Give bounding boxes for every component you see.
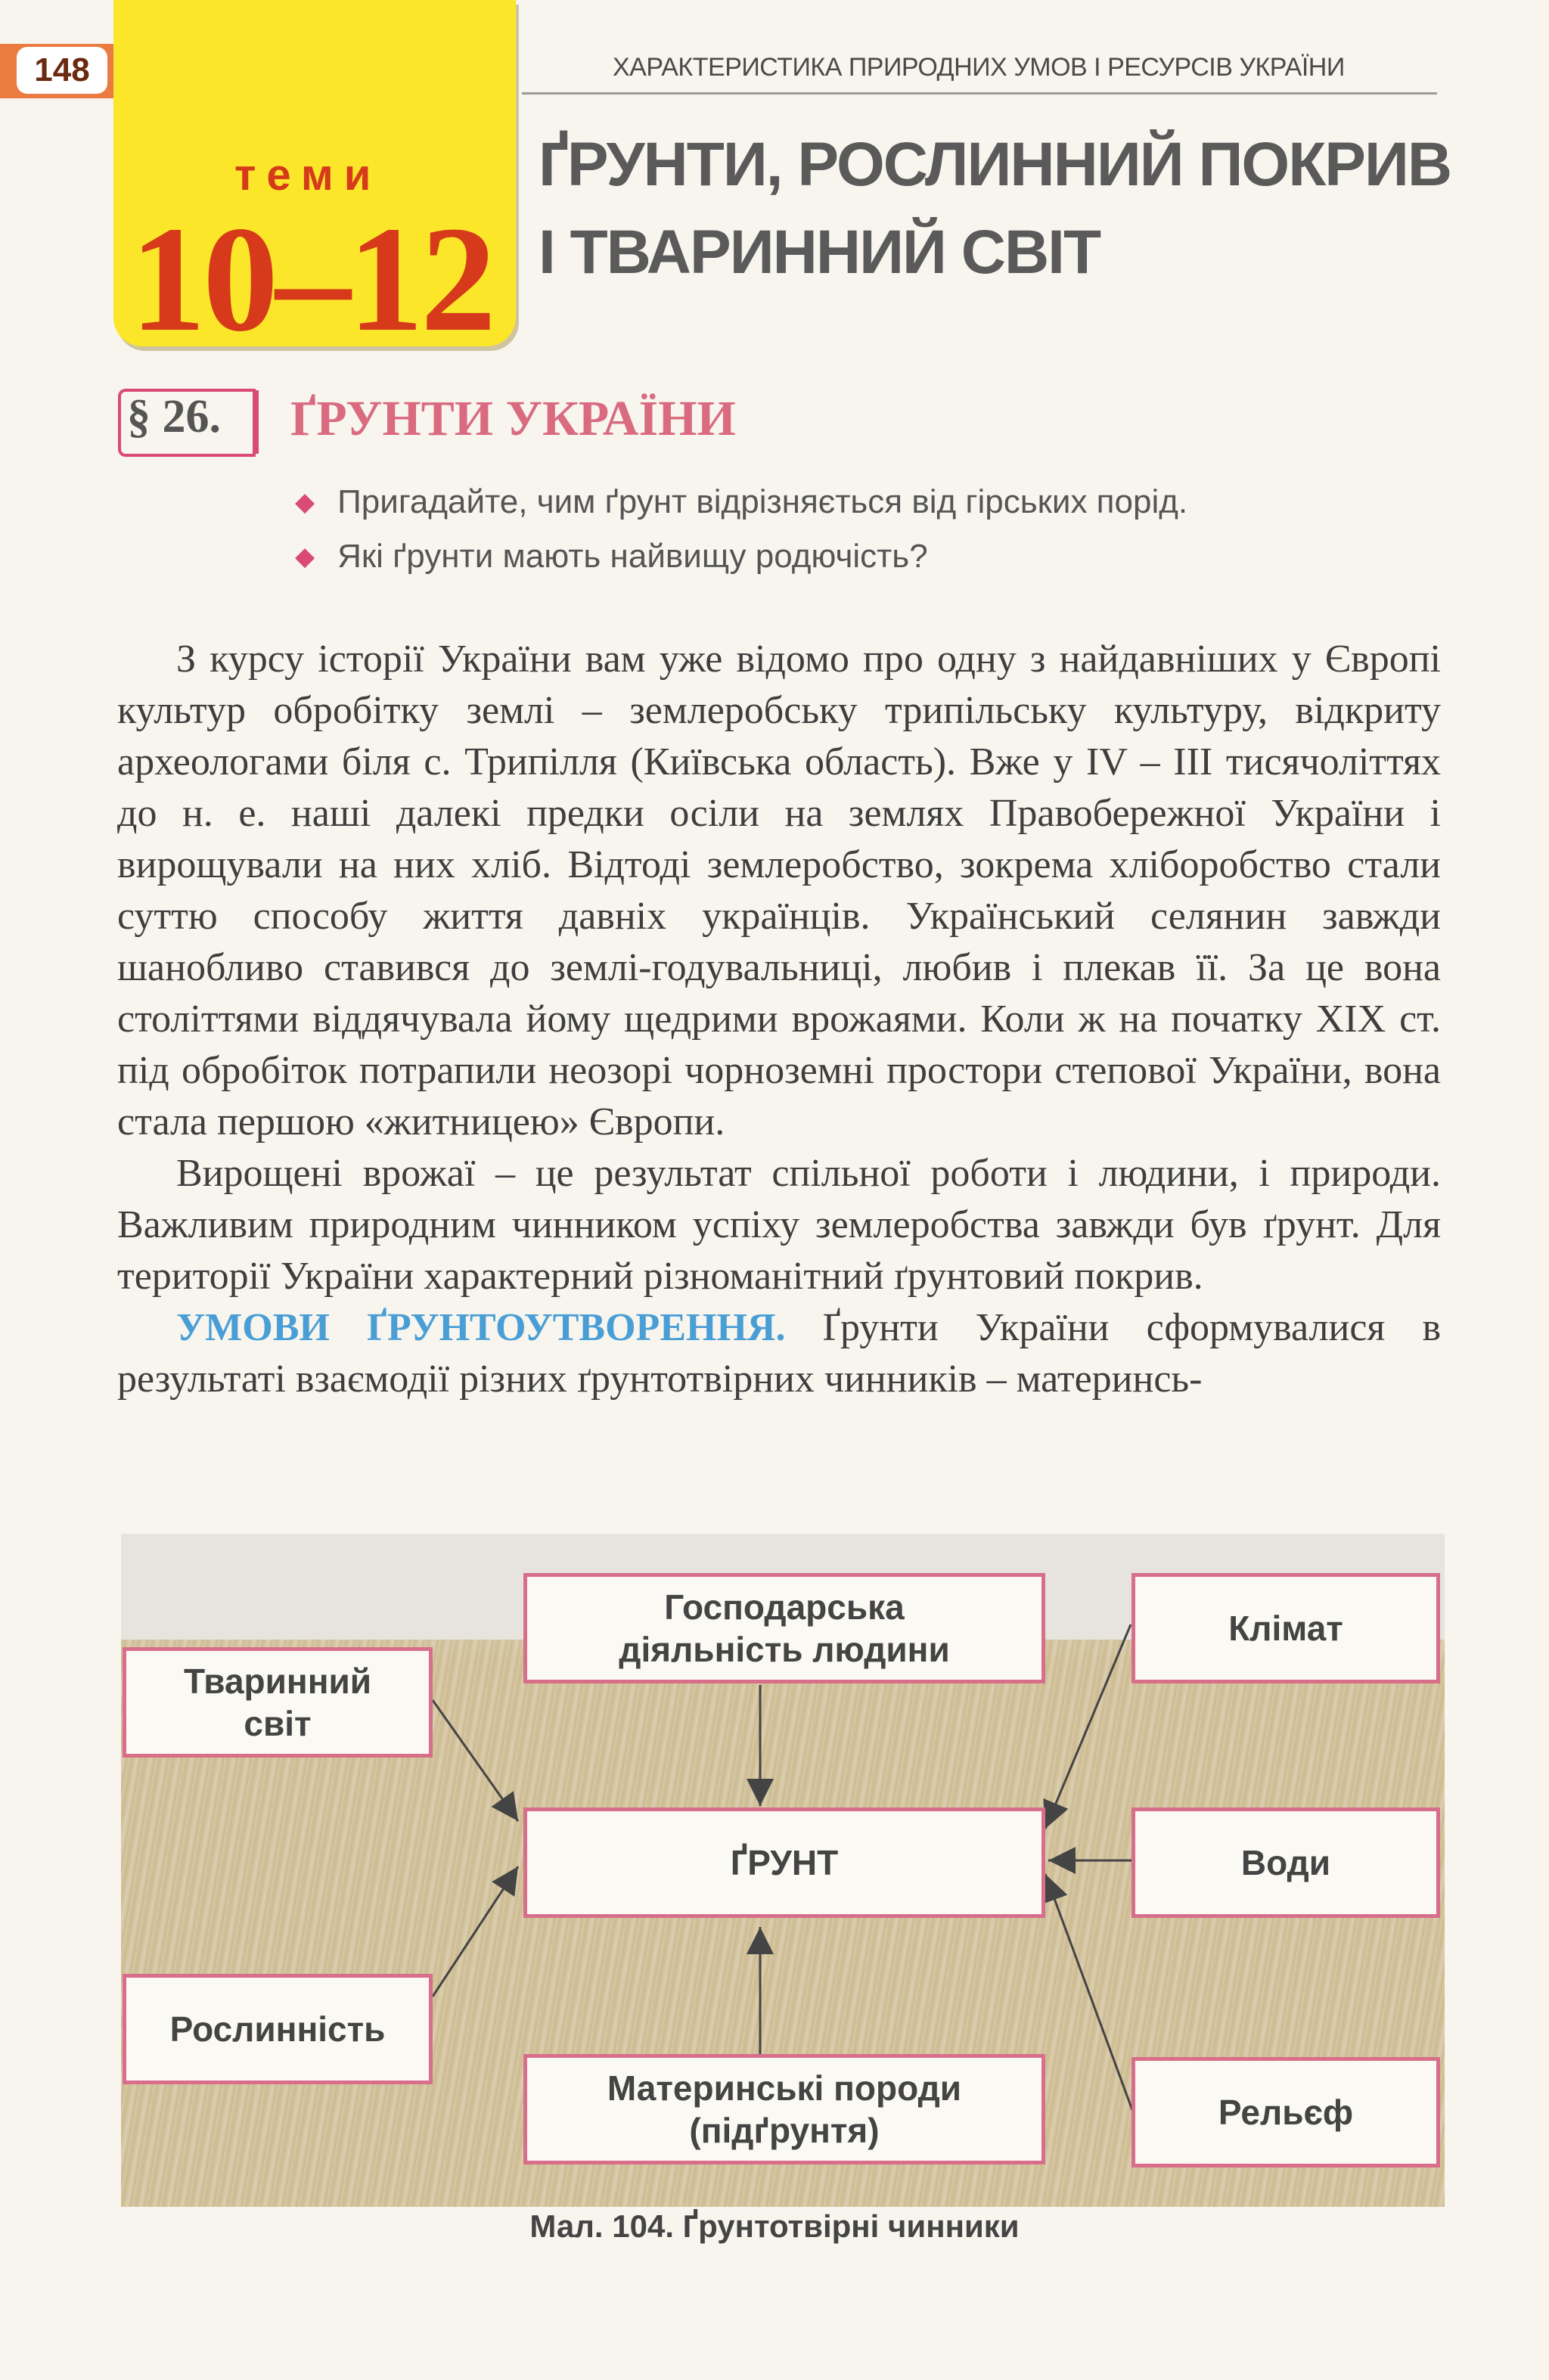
chapter-title: [539, 121, 1451, 296]
box-human-activity: Господарська діяльність людини: [523, 1573, 1045, 1683]
box-climate: Клімат: [1131, 1573, 1440, 1683]
box-vegetation: Рослинність: [123, 1974, 433, 2084]
diamond-bullet-icon: ◆: [295, 488, 315, 517]
arrow-relief-to-soil: [1045, 1874, 1135, 2116]
chapter-title-line1: ҐРУНТИ, РОСЛИННИЙ ПОКРИВ: [539, 130, 1451, 199]
question-item: ◆ Пригадайте, чим ґрунт відрізняється від гірських порід.: [295, 475, 1187, 529]
chapter-title-line2: І ТВАРИННИЙ СВІТ: [539, 218, 1100, 287]
body-paragraph-3: УМОВИ ҐРУНТОУТВОРЕННЯ. Ґрунти України сформувалися в результаті взаємодії різних ґрунтотвірних чинників – материнсь-: [117, 1306, 1442, 1401]
running-header: ХАРАКТЕРИСТИКА ПРИРОДНИХ УМОВ І РЕСУРСІВ УКРАЇНИ: [613, 53, 1345, 82]
topics-number: 10–12: [130, 196, 493, 363]
box-water: Води: [1131, 1807, 1440, 1918]
box-parent-rock: Материнські породи (підґрунтя): [523, 2054, 1045, 2164]
header-divider: [522, 92, 1437, 95]
page-number: 148: [17, 47, 107, 94]
question-item: ◆ Які ґрунти мають найвищу родючість?: [295, 529, 1187, 584]
subheading-soil-formation: УМОВИ ҐРУНТОУТВОРЕННЯ.: [176, 1306, 786, 1349]
box-soil: ҐРУНТ: [523, 1807, 1045, 1918]
arrow-vegetation-to-soil: [433, 1866, 518, 1997]
paragraph-title: ҐРУНТИ УКРАЇНИ: [290, 391, 736, 446]
body-paragraph-2: Вирощені врожаї – це результат спільної роботи і людини, і природи. Важливим природним чинником успіху землеробства завжди був ґрунт. Для території України характерний різноманітний ґрунтовий покрив.: [117, 1152, 1441, 1298]
body-paragraph-1: З курсу історії України вам уже відомо про одну з найдавніших у Європі культур обробітку землі – землеробську трипільську культуру, відкриту археологами біля с. Трипілля (Київська область). Вже у IV – III тисячоліттях до н. е. наші далекі предки осіли на землях Правобережної України і вирощували на них хліб. Відтоді землеробство, зокрема хліборобство стали суттю способу життя давніх українців. Український селянин завжди шанобливо ставився до землі-годувальниці, любив і плекав її. За це вона століттями віддячувала йому щедрими врожаями. Коли ж на початку XIX ст. під обробіток потрапили неозорі чорноземні простори степової України, вона стала першою «житницею» Європи.: [117, 638, 1441, 1143]
paragraph-divider: [253, 390, 259, 454]
arrow-fauna-to-soil: [433, 1700, 518, 1821]
figure-caption: Мал. 104. Ґрунтотвірні чинники: [529, 2208, 1020, 2244]
diamond-bullet-icon: ◆: [295, 542, 315, 571]
paragraph-number: § 26.: [127, 391, 221, 442]
topics-word: теми: [234, 150, 382, 200]
box-fauna: Тваринний світ: [123, 1647, 433, 1758]
arrow-climate-to-soil: [1045, 1624, 1131, 1829]
review-questions: [295, 475, 1187, 584]
box-relief: Рельєф: [1131, 2057, 1440, 2167]
soil-factors-diagram: [121, 1534, 1445, 2207]
body-text: [117, 634, 1441, 1405]
